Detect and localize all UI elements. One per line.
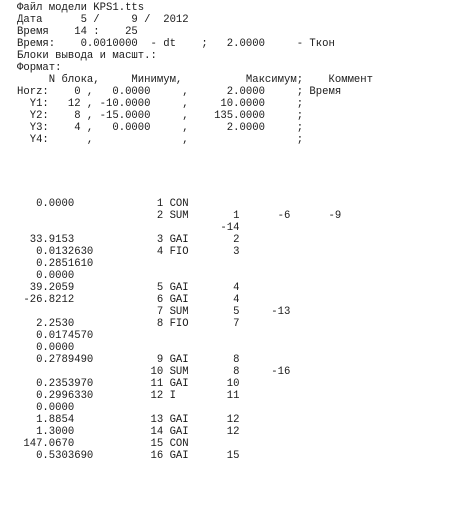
block-row: 33.9153 3 GAI 2 [17,234,240,246]
block-row: 2 SUM 1 -6 -9 [17,210,342,222]
block-row: 7 SUM 5 -13 [17,306,291,318]
block-row: 0.0000 1 CON [17,198,189,210]
block-row: -26.8212 6 GAI 4 [17,294,240,306]
block-row: 1.8854 13 GAI 12 [17,414,240,426]
model-file-line: Файл модели KPS1.tts [17,2,145,14]
y1-row: Y1: 12 , -10.0000 , 10.0000 ; [17,98,304,110]
horz-row: Horz: 0 , 0.0000 , 2.0000 ; Время [17,86,342,98]
output-blocks-title: Блоки вывода и масшт.: [17,50,157,62]
block-row: 39.2059 5 GAI 4 [17,282,240,294]
y2-row: Y2: 8 , -15.0000 , 135.0000 ; [17,110,304,122]
block-row: 0.0000 [17,402,75,414]
block-row: 0.0132630 4 FIO 3 [17,246,240,258]
block-row: 0.2996330 12 I 11 [17,390,240,402]
block-row: 10 SUM 8 -16 [17,366,291,378]
time-line: Время 14 : 25 [17,26,138,38]
format-title: Формат: [17,62,62,74]
block-row: 1.3000 14 GAI 12 [17,426,240,438]
format-columns-header: N блока, Минимум, Максимум; Коммент [17,74,374,86]
block-row: 0.0000 [17,270,75,282]
block-row: 0.5303690 16 GAI 15 [17,450,240,462]
block-row: 0.0174570 [17,330,94,342]
y3-row: Y3: 4 , 0.0000 , 2.0000 ; [17,122,304,134]
block-row: 2.2530 8 FIO 7 [17,318,240,330]
block-row: -14 [17,222,240,234]
block-row: 0.2789490 9 GAI 8 [17,354,240,366]
y4-row: Y4: , , ; [17,134,304,146]
date-line: Дата 5 / 9 / 2012 [17,14,189,26]
block-row: 0.2851610 [17,258,94,270]
block-row: 0.2353970 11 GAI 10 [17,378,240,390]
block-row: 0.0000 [17,342,75,354]
step-line: Время: 0.0010000 - dt ; 2.0000 - Ткон [17,38,335,50]
block-row: 147.0670 15 CON [17,438,189,450]
